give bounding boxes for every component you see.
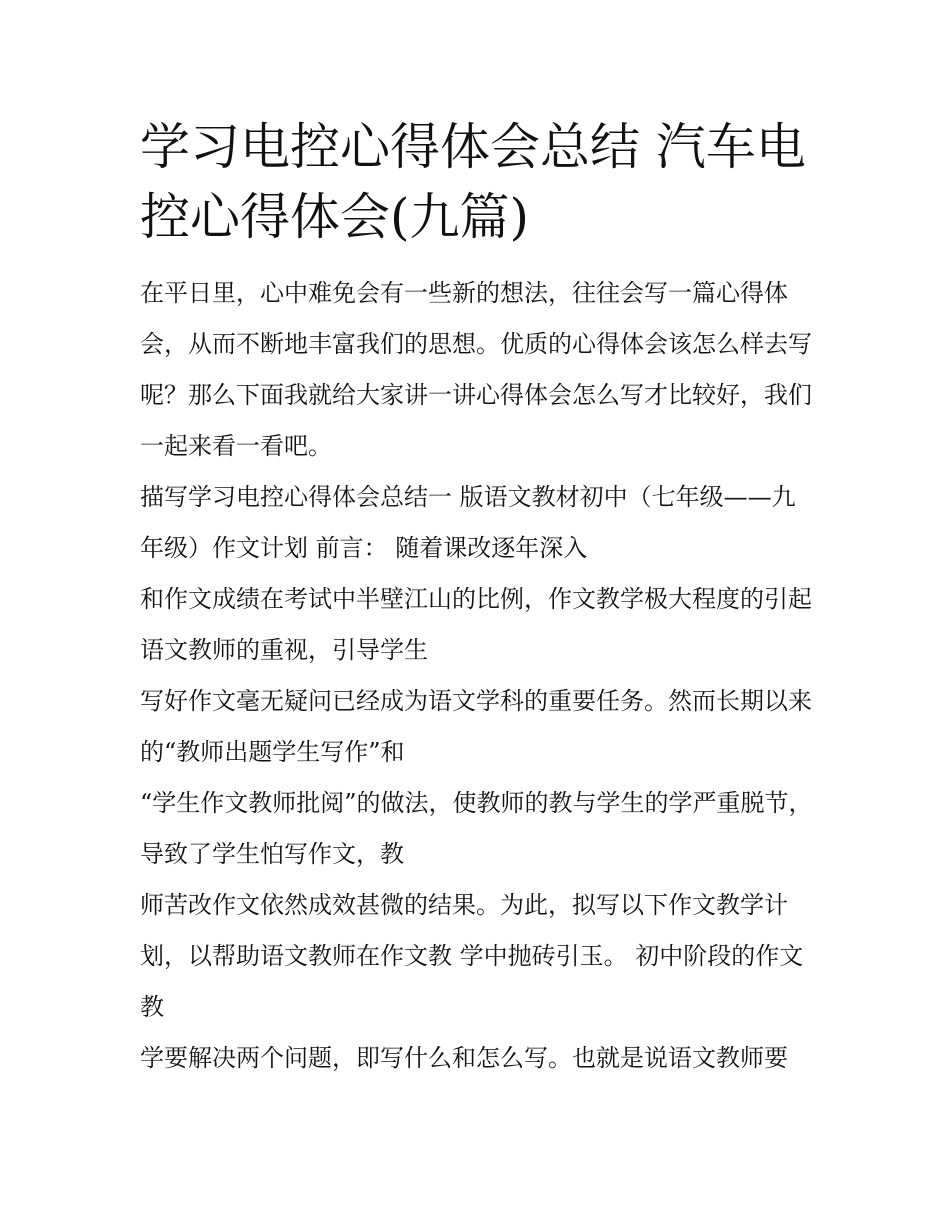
paragraph: “学生作文教师批阅”的做法，使教师的教与学生的学严重脱节，导致了学生怕写作文，教 — [140, 789, 813, 868]
document-title: 学习电控心得体会总结 汽车电控心得体会(九篇) — [140, 118, 806, 246]
paragraph: 学要解决两个问题，即写什么和怎么写。也就是说语文教师要 — [140, 1044, 788, 1072]
paragraph-section-heading: 描写学习电控心得体会总结一 版语文教材初中（七年级——九年级）作文计划 前言： 随着课改逐年深入 — [140, 483, 796, 562]
document-content — [140, 112, 815, 1084]
document-body — [140, 268, 815, 1084]
paragraph-intro: 在平日里，心中难免会有一些新的想法，往往会写一篇心得体会，从而不断地丰富我们的思想。优质的心得体会该怎么样去写呢？那么下面我就给大家讲一讲心得体会怎么写才比较好，我们一起来看一看吧。 — [140, 279, 812, 460]
paragraph: 和作文成绩在考试中半壁江山的比例，作文教学极大程度的引起语文教师的重视，引导学生 — [140, 585, 812, 664]
paragraph: 师苦改作文依然成效甚微的结果。为此，拟写以下作文教学计划，以帮助语文教师在作文教 学中抛砖引玉。 初中阶段的作文教 — [140, 891, 804, 1021]
paragraph: 写好作文毫无疑问已经成为语文学科的重要任务。然而长期以来的“教师出题学生写作”和 — [140, 687, 812, 766]
